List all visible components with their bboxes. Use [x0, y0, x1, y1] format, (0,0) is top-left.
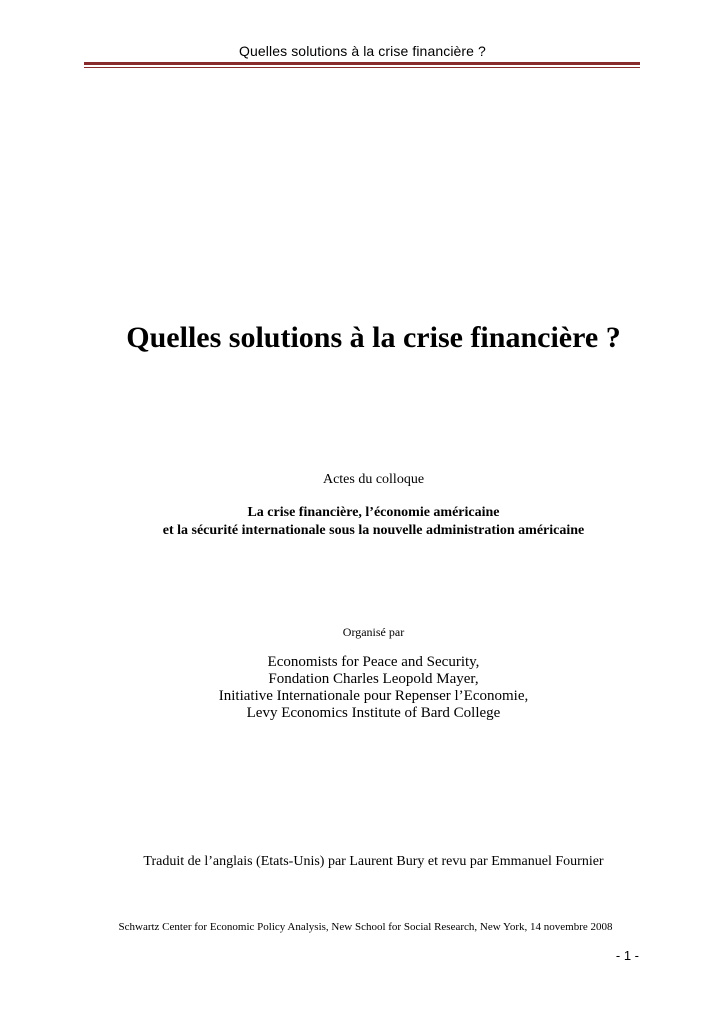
translation-note: Traduit de l’anglais (Etats-Unis) par Laurent Bury et revu par Emmanuel Fournier — [143, 854, 604, 869]
proceedings-label: Actes du colloque — [322, 472, 425, 487]
organiser-name: Levy Economics Institute of Bard College — [246, 705, 501, 721]
header-rule — [84, 62, 640, 65]
footer-note: Schwartz Center for Economic Policy Analysis, New School for Social Research, New York, 14 novembre 2008 — [118, 921, 613, 933]
organiser-name: Initiative Internationale pour Repenser l’Economie, — [218, 688, 529, 704]
header-rule-thin — [84, 67, 640, 68]
colloquium-title-line-2: et la sécurité internationale sous la nouvelle administration américaine — [162, 523, 585, 538]
document-title: Quelles solutions à la crise financière ? — [126, 321, 621, 354]
organised-by-label: Organisé par — [342, 625, 405, 639]
organisers-list — [0, 654, 725, 722]
organiser-name: Fondation Charles Leopold Mayer, — [268, 671, 479, 687]
page-number: - 1 - — [615, 948, 639, 963]
organiser-name: Economists for Peace and Security, — [267, 654, 480, 670]
colloquium-title-line-1: La crise financière, l’économie américaine — [247, 505, 500, 520]
colloquium-title — [0, 504, 725, 540]
running-header: Quelles solutions à la crise financière ? — [239, 43, 486, 59]
